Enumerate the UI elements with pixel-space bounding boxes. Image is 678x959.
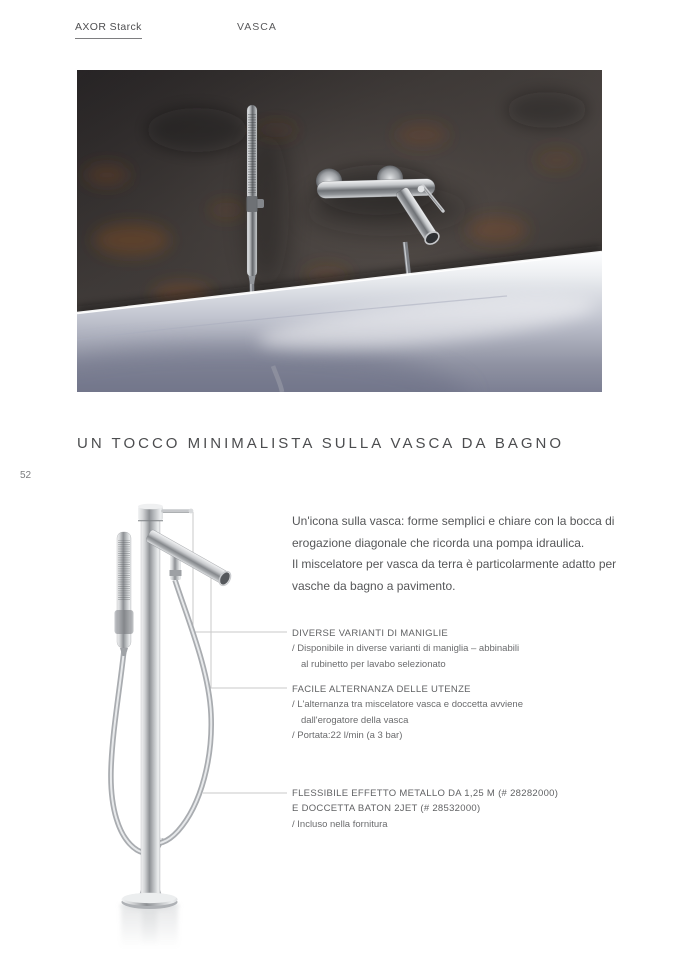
page-number: 52 bbox=[20, 470, 32, 481]
intro-line: vasche da bagno a pavimento. bbox=[292, 578, 456, 593]
leader-line-spout bbox=[211, 572, 287, 688]
annotation-handle-variants bbox=[292, 626, 672, 672]
annotation-line: al rubinetto per lavabo selezionato bbox=[301, 658, 446, 670]
annotation-line: / L'alternanza tra miscelatore vasca e doccetta avviene bbox=[292, 699, 523, 711]
page-headline: UN TOCCO MINIMALISTA SULLA VASCA DA BAGNO bbox=[77, 435, 564, 452]
annotation-line: dall'erogatore della vasca bbox=[301, 714, 409, 726]
intro-line: Un'icona sulla vasca: forme semplici e chiare con la bocca di bbox=[292, 514, 615, 528]
intro-line: Il miscelatore per vasca da terra è particolarmente adatto per bbox=[292, 557, 617, 571]
drawing-base bbox=[120, 893, 180, 910]
annotation-title: DIVERSE VARIANTI DI MANIGLIE bbox=[292, 628, 449, 639]
category-label: VASCA bbox=[237, 21, 277, 33]
product-photo bbox=[77, 70, 602, 392]
annotation-hose-handshower bbox=[292, 786, 672, 832]
brand-label: AXOR Starck bbox=[75, 21, 142, 39]
mixer-body bbox=[317, 178, 435, 198]
intro-paragraph bbox=[292, 511, 662, 597]
annotation-title: E DOCCETTA BATON 2JET (# 28532000) bbox=[292, 803, 481, 815]
product-drawing bbox=[90, 498, 290, 950]
annotation-line: / Portata:22 l/min (a 3 bar) bbox=[292, 730, 403, 742]
annotation-line: / Disponibile in diverse varianti di maniglia – abbinabili bbox=[292, 643, 520, 655]
intro-line: erogazione diagonale che ricorda una pompa idraulica. bbox=[292, 535, 585, 550]
annotation-line: / Incluso nella fornitura bbox=[292, 818, 388, 830]
floor-reflection bbox=[121, 908, 178, 948]
drawing-hand-shower bbox=[115, 532, 134, 656]
annotation-title: FACILE ALTERNANZA DELLE UTENZE bbox=[292, 684, 471, 695]
annotation-title: FLESSIBILE EFFETTO METALLO DA 1,25 M (# 28282000) bbox=[292, 788, 559, 799]
annotation-outlet-switching bbox=[292, 682, 672, 744]
